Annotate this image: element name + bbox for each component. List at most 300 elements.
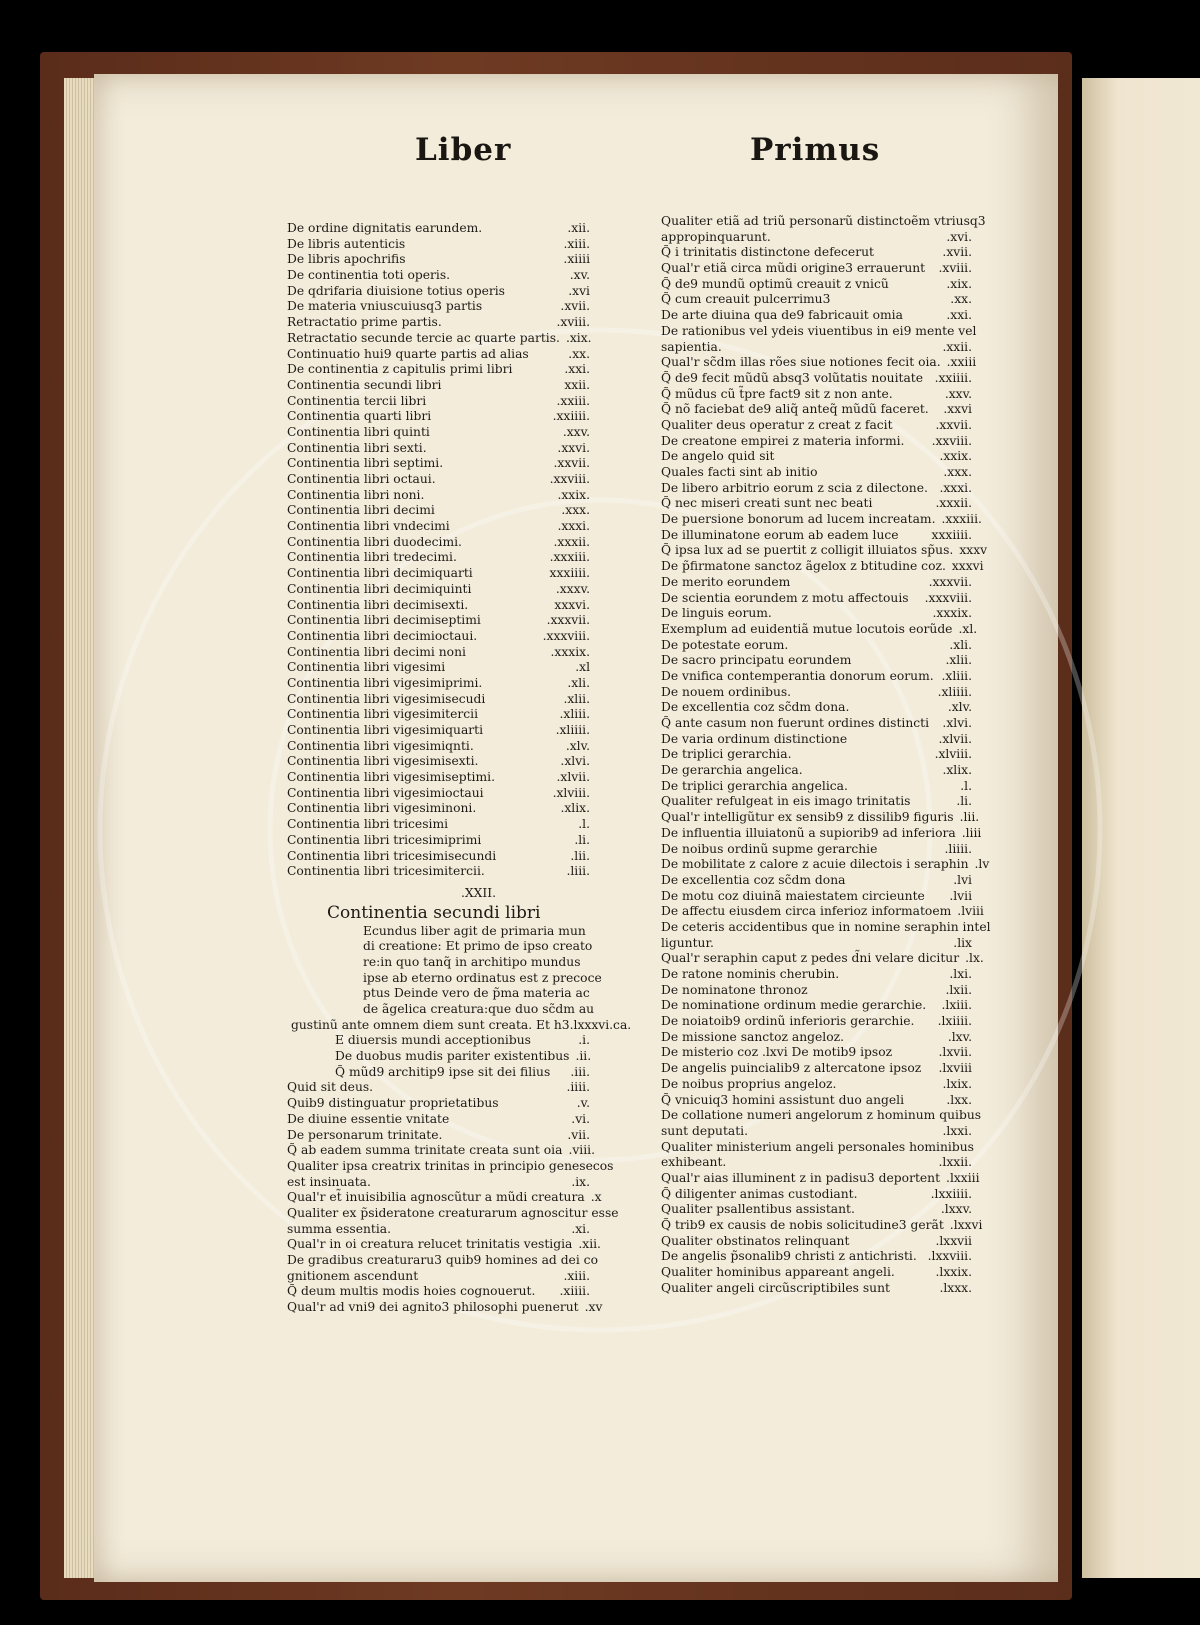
section-number: .XXII. [460, 885, 497, 900]
chapter-entry [287, 864, 590, 880]
chapter-title: Retractatio prime partis. [287, 315, 442, 330]
chapter-title: Exemplum ad euidentiã mutue locutois eorũde [661, 621, 953, 636]
chapter-number: .lxxx. [939, 1280, 972, 1295]
chapter-entry [661, 308, 972, 324]
chapter-title: Qualiter psallentibus assistant. [661, 1202, 855, 1217]
chapter-title: De excellentia coz sc̃dm dona. [661, 700, 850, 715]
chapter-number: .xxxvii. [546, 613, 590, 628]
chapter-entry [287, 252, 590, 268]
chapter-entry [287, 801, 590, 817]
chapter-number: .lii. [959, 810, 980, 825]
chapter-title: Continentia libri decimi [287, 503, 435, 518]
chapter-title: De motu coz diuinã maiestatem circieunte [661, 888, 925, 903]
chapter-title: De angelo quid sit [661, 449, 775, 464]
facing-page [1082, 78, 1200, 1578]
chapter-title: Continentia secundi libri [287, 377, 442, 392]
chapter-entry [287, 645, 590, 661]
chapter-entry [287, 707, 590, 723]
chapter-title: Continentia libri septimi. [287, 456, 444, 471]
chapter-entry [287, 347, 590, 363]
chapter-number: .lvi [953, 872, 972, 887]
chapter-title: De sacro principatu eorundem [661, 653, 852, 668]
chapter-entry [287, 1284, 590, 1300]
chapter-number: .xxvii. [935, 417, 972, 432]
chapter-title: Continentia libri vigesimiseptimi. [287, 770, 495, 785]
chapter-entry [287, 739, 590, 755]
chapter-entry [661, 1124, 972, 1140]
chapter-entry [287, 1205, 619, 1222]
chapter-number: .lxxviii. [927, 1249, 972, 1264]
chapter-title: Continentia libri decimiquinti [287, 581, 472, 596]
chapter-number: .xlvi. [560, 754, 590, 769]
chapter-title: Qualiter ipsa creatrix trinitas in principio genesecos [287, 1158, 614, 1173]
chapter-number: .liiii. [944, 841, 972, 856]
chapter-number: .xii. [567, 221, 590, 235]
chapter-title: De affectu eiusdem circa inferioz informatoem [661, 904, 952, 919]
chapter-title: De diuine essentie vnitate [287, 1111, 450, 1126]
chapter-number: .xxvii. [553, 456, 590, 471]
chapter-entry [661, 621, 978, 638]
chapter-number: .l. [960, 778, 972, 793]
chapter-number: .xxiii [946, 355, 977, 370]
chapter-number: .xxiii. [556, 393, 590, 408]
chapter-number: .lxx. [946, 1092, 972, 1107]
chapter-title: Continentia libri tricesimitercii. [287, 864, 485, 879]
chapter-entry [287, 786, 590, 802]
chapter-title: E diuersis mundi acceptionibus [335, 1033, 531, 1048]
chapter-entry [287, 1112, 590, 1128]
chapter-number: .xxviii. [549, 472, 590, 486]
chapter-entry [661, 685, 972, 701]
chapter-number: .xlvii. [938, 731, 972, 746]
chapter-entry [661, 277, 972, 293]
chapter-entry [661, 402, 972, 418]
chapter-entry [287, 566, 590, 582]
chapter-number: .xxx. [943, 465, 972, 479]
chapter-title: Continentia libri vndecimi [287, 519, 450, 534]
chapter-title: Continentia libri duodecimi. [287, 534, 462, 549]
chapter-number: .xxv. [562, 424, 590, 439]
chapter-number: .lxxv. [940, 1202, 972, 1217]
chapter-number: .xvii. [942, 245, 972, 260]
chapter-entry [661, 418, 972, 434]
section-paragraph-tail: gustinũ ante omnem diem sunt creata. Et h3.lxxxvi.ca. [291, 1017, 632, 1032]
chapter-title: De nominatione ordinum medie gerarchie. [661, 998, 927, 1013]
chapter-number: .xiii. [563, 236, 590, 251]
chapter-title: De triplici gerarchia. [661, 747, 792, 762]
chapter-entry [287, 1065, 590, 1081]
chapter-entry [661, 323, 977, 340]
chapter-entry [661, 512, 982, 528]
chapter-number: .lxiii. [941, 998, 972, 1013]
chapter-title: Continentia libri vigesimi [287, 660, 446, 675]
chapter-entry [661, 779, 972, 795]
chapter-number: .lxv. [947, 1029, 972, 1044]
chapter-title: De triplici gerarchia angelica. [661, 778, 848, 793]
chapter-entry [661, 245, 972, 261]
chapter-number: .xvi. [946, 229, 972, 244]
chapter-title: Qual'r in oi creatura relucet trinitatis vestigia [287, 1237, 573, 1252]
chapter-entry [661, 700, 972, 716]
chapter-title: De ordine dignitatis earundem. [287, 221, 483, 235]
chapter-title: Continentia tercii libri [287, 393, 427, 408]
chapter-title: gnitionem ascendunt [287, 1268, 419, 1283]
chapter-title: Q̃ vnicuiq3 homini assistunt duo angeli [661, 1092, 905, 1107]
chapter-number: xxii. [564, 377, 590, 392]
chapter-entry [661, 794, 972, 810]
chapter-number: .xlvii. [556, 770, 590, 785]
chapter-title: Retractatio secunde tercie ac quarte partis. [287, 330, 560, 345]
chapter-number: .xxxix. [550, 644, 590, 659]
section-heading [291, 885, 632, 1034]
chapter-entry [661, 653, 972, 669]
chapter-title: Quid sit deus. [287, 1080, 374, 1095]
chapter-title: Continentia libri decimiseptimi [287, 613, 481, 628]
chapter-entry [287, 1096, 590, 1112]
chapter-title: Q̃ ipsa lux ad se puertit z colligit illuiatos sp̃us. [661, 543, 954, 558]
chapter-number: .xl. [958, 621, 978, 636]
chapter-number: .xviii. [556, 315, 590, 330]
chapter-title: appropinquarunt. [661, 229, 771, 244]
chapter-entry [287, 237, 590, 253]
chapter-number: .lii. [570, 848, 590, 863]
chapter-entry [287, 1128, 590, 1144]
chapter-number: .xxviii. [931, 433, 972, 448]
chapter-number: .iii. [570, 1064, 590, 1079]
chapter-title: De arte diuina qua de9 fabricauit omia [661, 308, 903, 323]
chapter-number: .lxxi. [942, 1123, 972, 1138]
chapter-entry [287, 472, 590, 488]
running-head-right: Primus [750, 132, 881, 168]
chapter-title: Continentia libri vigesimitercii [287, 707, 479, 722]
chapter-title: Continentia libri tricesimi [287, 817, 449, 832]
chapter-number: .liii. [566, 864, 590, 879]
chapter-entry [661, 606, 972, 622]
chapter-title: Continuatio hui9 quarte partis ad alias [287, 346, 529, 361]
paragraph-line: ptus Deinde vero de p̃ma materia ac [363, 986, 590, 1001]
chapter-number: .liii [961, 825, 982, 840]
chapter-title: Qual'r etiã circa mũdi origine3 errauerunt [661, 261, 926, 276]
chapter-entry [287, 817, 590, 833]
chapter-number: .xliii. [941, 668, 972, 683]
chapter-entry [287, 833, 590, 849]
chapter-title: sapientia. [661, 339, 722, 354]
chapter-entry [287, 488, 590, 504]
chapter-number: .xlv. [565, 738, 590, 753]
chapter-number [986, 214, 992, 230]
chapter-title: sunt deputati. [661, 1123, 748, 1138]
chapter-title: Qual'r aias illuminent z in padisu3 deportent [661, 1170, 941, 1185]
chapter-number: .xxxii. [553, 534, 590, 549]
chapter-entry [661, 919, 991, 936]
chapter-number [991, 920, 997, 936]
chapter-number: .xiiii. [559, 1284, 590, 1299]
chapter-title: Qualiter hominibus appareant angeli. [661, 1265, 895, 1280]
chapter-title: De mobilitate z calore z acuie dilectois i seraphin [661, 857, 969, 872]
chapter-entry [287, 535, 590, 551]
chapter-title: Q̃ i trinitatis distinctone defecerut [661, 245, 874, 260]
chapter-entry [661, 1077, 972, 1093]
chapter-entry [661, 496, 972, 512]
chapter-entry [287, 1237, 601, 1253]
chapter-entry [661, 873, 972, 889]
chapter-entry [661, 936, 972, 952]
chapter-entry [661, 810, 980, 826]
chapter-entry [661, 575, 972, 591]
chapter-number: .xxix. [939, 449, 972, 464]
chapter-entry [287, 409, 590, 425]
chapter-entry [287, 582, 590, 598]
chapter-title: Continentia libri tricesimisecundi [287, 848, 497, 863]
chapter-entry [287, 378, 590, 394]
chapter-number: .xviii. [938, 261, 972, 276]
chapter-number: xxxvi. [554, 597, 590, 612]
chapter-title: Qualiter obstinatos relinquant [661, 1233, 850, 1248]
chapter-title: Quib9 distinguatur proprietatibus [287, 1096, 499, 1111]
chapter-entry [287, 284, 590, 300]
chapter-number: .v. [576, 1096, 590, 1111]
chapter-title: De creatone empirei z materia informi. [661, 433, 905, 448]
chapter-entry [661, 261, 972, 277]
chapter-title: Q̃ diligenter animas custodiant. [661, 1186, 858, 1201]
chapter-title: De ratone nominis cherubin. [661, 967, 840, 981]
chapter-entry [661, 842, 972, 858]
chapter-title: Continentia libri vigesimiprimi. [287, 675, 483, 690]
section-title: Continentia secundi libri [327, 902, 541, 923]
chapter-number: .xliiii. [555, 723, 590, 737]
chapter-title: Continentia libri vigesimisexti. [287, 754, 479, 769]
chapter-entry [287, 394, 590, 410]
chapter-number: .x [590, 1190, 602, 1205]
chapter-entry [661, 904, 984, 920]
chapter-number: .xlix. [942, 763, 972, 778]
chapter-title: Continentia libri tredecimi. [287, 550, 457, 565]
chapter-number: .lxiiii. [937, 1014, 972, 1029]
chapter-number: .xliii. [559, 707, 590, 722]
chapter-entry [287, 660, 590, 676]
chapter-number: .lvii [949, 888, 972, 903]
chapter-number: .xlix. [560, 801, 590, 816]
chapter-entry [287, 519, 590, 535]
chapter-number: .xxxviii. [542, 628, 590, 643]
left-chapter-list-continued [287, 1033, 619, 1315]
chapter-title: Q̃ de9 mundũ optimũ creauit z vnicũ [661, 276, 889, 291]
chapter-entry [661, 1265, 972, 1281]
chapter-title: De qdrifaria diuisione totius operis [287, 283, 505, 298]
chapter-number: .lxii. [945, 982, 972, 997]
chapter-entry [661, 1061, 972, 1077]
chapter-title: liguntur. [661, 935, 714, 950]
chapter-entry [661, 434, 972, 450]
chapter-title: Continentia libri vigesimisecudi [287, 691, 486, 706]
chapter-title: De noiatoib9 ordinũ inferioris gerarchie. [661, 1014, 915, 1029]
chapter-entry [287, 676, 590, 692]
chapter-entry [661, 481, 972, 497]
chapter-number: .xxi. [564, 362, 590, 377]
paragraph-line: re:in quo tanq̃ in architipo mundus [363, 954, 581, 969]
chapter-title: Qualiter ministerium angeli personales hominibus [661, 1139, 974, 1154]
chapter-title: Q̃ deum multis modis hoies cognouerut. [287, 1284, 536, 1299]
chapter-entry [661, 1218, 983, 1234]
chapter-entry [287, 1175, 590, 1191]
chapter-number: .xv. [569, 268, 590, 283]
chapter-entry [661, 1108, 982, 1124]
chapter-number: .xxxix. [932, 606, 972, 621]
chapter-number: .xxxvii. [928, 574, 972, 589]
chapter-title: De continentia z capitulis primi libri [287, 362, 513, 377]
chapter-number: .xxxv. [555, 581, 590, 596]
chapter-number: .xxxi. [939, 480, 972, 495]
chapter-entry [287, 629, 590, 645]
chapter-entry [287, 1143, 596, 1159]
chapter-title: Qualiter refulgeat in eis imago trinitatis [661, 794, 911, 809]
chapter-title: Q̃ ante casum non fuerunt ordines distincti [661, 716, 930, 730]
chapter-number: .lviii [957, 904, 984, 919]
chapter-title: De personarum trinitate. [287, 1127, 443, 1142]
chapter-entry [661, 230, 972, 246]
chapter-number: .l. [578, 817, 590, 832]
chapter-number [976, 324, 982, 340]
chapter-entry [661, 1170, 980, 1187]
chapter-title: Qual'r intelligũtur ex sensib9 z dissilib9 figuris [661, 810, 954, 825]
chapter-entry [287, 331, 590, 347]
chapter-number: .lix [953, 935, 972, 950]
chapter-title: De merito eorundem [661, 574, 791, 589]
chapter-title: De angelis puincialib9 z altercatone ipsoz [661, 1061, 922, 1076]
chapter-number: .xix. [565, 330, 592, 345]
chapter-number: .xl [575, 660, 590, 675]
chapter-entry [661, 591, 972, 607]
chapter-entry [287, 692, 590, 708]
chapter-title: De influentia illuiatonũ a supiorib9 ad inferiora [661, 825, 956, 840]
chapter-title: Qualiter deus operatur z creat z facit [661, 417, 893, 432]
chapter-title: De vnifica contemperantia donorum eorum. [661, 668, 934, 683]
chapter-title: De p̃firmatone sanctoz ãgelox z btitudine coz. [661, 559, 946, 574]
right-column [661, 214, 991, 1296]
chapter-title: Q̃ ab eadem summa trinitate creata sunt oia [287, 1143, 563, 1158]
chapter-entry [661, 747, 972, 763]
chapter-entry [661, 214, 986, 230]
chapter-title: De noibus ordinũ supme gerarchie [661, 841, 878, 856]
chapter-entry [287, 1033, 590, 1049]
chapter-title: De varia ordinum distinctione [661, 731, 848, 746]
chapter-entry [661, 1014, 972, 1030]
chapter-number: .xiiii [563, 252, 590, 267]
chapter-number: xxxvi [951, 559, 984, 574]
chapter-number: .ii. [575, 1049, 592, 1064]
chapter-entry [661, 669, 972, 685]
chapter-number: xxxv [959, 543, 988, 558]
chapter-entry [661, 857, 990, 873]
chapter-number: .xxiiii. [934, 370, 972, 385]
chapter-title: De duobus mudis pariter existentibus [335, 1049, 570, 1064]
chapter-title: Continentia libri vigesimiqnti. [287, 738, 474, 753]
chapter-entry [661, 716, 972, 732]
chapter-number: .lxi. [949, 967, 972, 981]
chapter-number [981, 1108, 987, 1124]
chapter-title: De gerarchia angelica. [661, 763, 803, 778]
chapter-number: .lxxvi [949, 1218, 983, 1232]
chapter-title: De puersione bonorum ad lucem increatam. [661, 512, 936, 527]
chapter-number: .xx. [568, 346, 590, 361]
chapter-title: De libris autenticis [287, 236, 406, 251]
right-chapter-list [661, 214, 991, 1296]
paragraph-line: di creatione: Et primo de ipso creato [363, 939, 593, 954]
chapter-entry [661, 1281, 972, 1297]
chapter-title: De libris apochrifis [287, 252, 406, 267]
chapter-entry [661, 1234, 972, 1250]
chapter-number: .vi. [571, 1111, 590, 1126]
chapter-entry [287, 221, 590, 237]
chapter-entry [287, 1080, 590, 1096]
chapter-entry [287, 425, 590, 441]
chapter-title: Qualiter etiã ad triũ personarũ distinctoẽm vtriusq3 [661, 214, 986, 228]
chapter-title: De missione sanctoz angeloz. [661, 1029, 845, 1044]
chapter-number: .lxvii. [938, 1045, 972, 1060]
chapter-number: xxxiiii. [549, 566, 590, 581]
chapter-entry [287, 754, 590, 770]
chapter-number: .xii. [578, 1237, 601, 1252]
chapter-entry [661, 763, 972, 779]
chapter-title: est insinuata. [287, 1174, 371, 1189]
chapter-entry [287, 1300, 603, 1316]
chapter-title: Qual'r ad vni9 dei agnito3 philosophi puenerut [287, 1300, 579, 1315]
chapter-entry [287, 456, 590, 472]
chapter-number: .xli. [567, 675, 590, 690]
running-head-left: Liber [415, 132, 512, 168]
chapter-entry [661, 528, 972, 544]
chapter-title: Continentia libri sexti. [287, 440, 427, 455]
chapter-number: .li. [574, 832, 590, 847]
chapter-number: .xlviii. [934, 747, 972, 762]
chapter-number: .vii. [567, 1127, 590, 1142]
chapter-number: .xxvi [943, 402, 972, 417]
chapter-number: .lxxiiii. [930, 1186, 972, 1201]
chapter-title: Continentia libri vigesiminoni. [287, 801, 477, 816]
chapter-title: Continentia libri decimiquarti [287, 566, 473, 581]
chapter-entry [287, 723, 590, 739]
chapter-number: xxxiiii. [931, 527, 972, 542]
chapter-title: Q̃ mũdus cũ t̃pre fact9 sit z non ante. [661, 386, 893, 401]
chapter-entry [287, 1269, 590, 1285]
chapter-title: Continentia libri decimioctaui. [287, 628, 478, 643]
chapter-entry [287, 1158, 614, 1175]
chapter-entry [287, 362, 590, 378]
chapter-title: Qual'r sc̃dm illas rões siue notiones fecit oia. [661, 355, 941, 370]
chapter-entry [661, 1093, 972, 1109]
chapter-entry [661, 387, 972, 403]
left-chapter-list [287, 221, 590, 880]
chapter-title: Continentia libri octaui. [287, 472, 436, 486]
chapter-entry [661, 559, 984, 575]
chapter-title: Continentia libri noni. [287, 487, 425, 502]
chapter-entry [661, 638, 972, 654]
chapter-number: .xxvi. [557, 440, 590, 455]
chapter-entry [287, 1049, 590, 1065]
chapter-entry [661, 543, 988, 559]
chapter-title: Continentia libri decimisexti. [287, 597, 469, 612]
chapter-entry [661, 1140, 972, 1156]
chapter-entry [287, 315, 590, 331]
chapter-number: .lxxiii [946, 1170, 980, 1185]
chapter-entry [287, 613, 590, 629]
paragraph-line: ipse ab eterno ordinatus est z precoce [363, 970, 602, 985]
chapter-number: .li. [956, 794, 972, 809]
chapter-entry [661, 465, 972, 481]
chapter-title: Q̃ de9 fecit mũdũ absq3 volũtatis nouitate [661, 370, 924, 385]
chapter-title: Continentia quarti libri [287, 409, 432, 424]
chapter-title: summa essentia. [287, 1221, 392, 1236]
